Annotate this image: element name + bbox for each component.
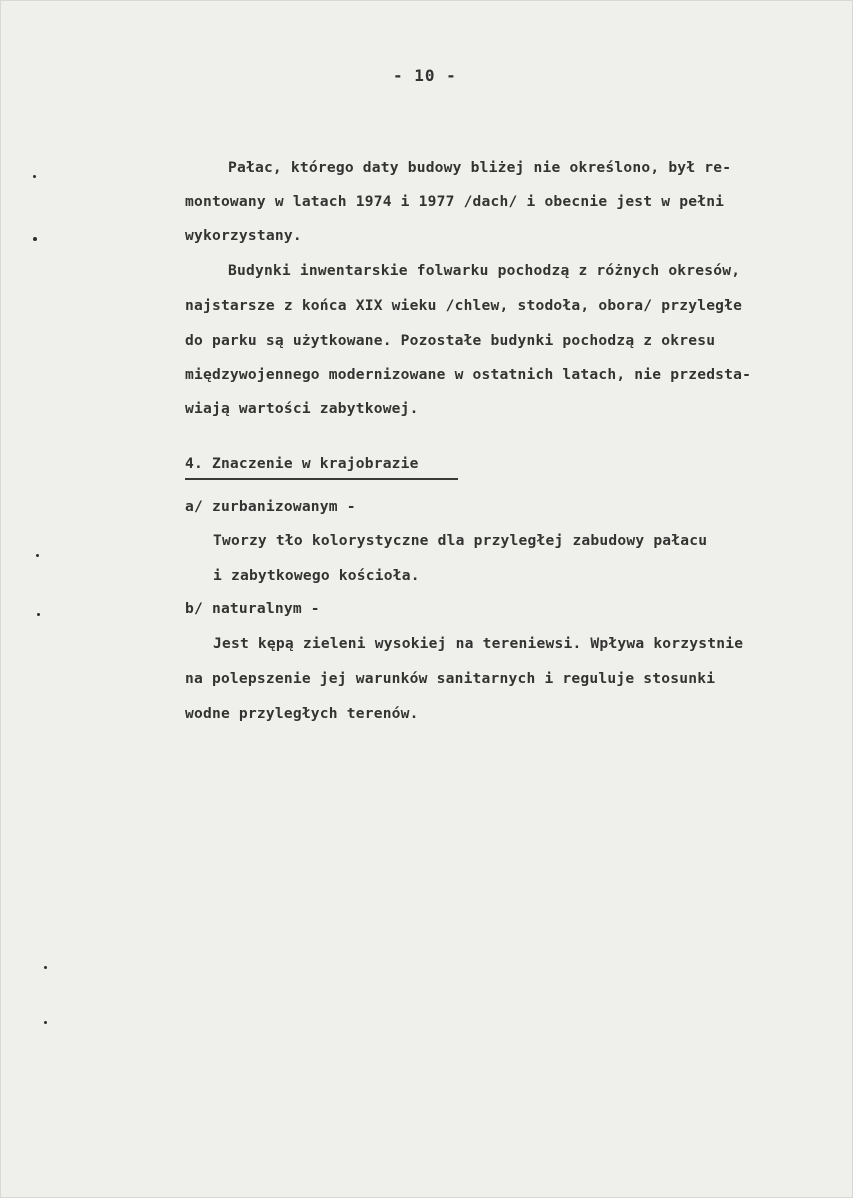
section4-a-line2: i zabytkowego kościoła.: [213, 567, 420, 584]
section4-b-line3: wodne przyległych terenów.: [185, 705, 419, 722]
paragraph1-line3: wykorzystany.: [185, 227, 302, 244]
paragraph1-line1: Pałac, którego daty budowy bliżej nie określono, był re-: [228, 159, 732, 176]
paragraph2-line2: najstarsze z końca XIX wieku /chlew, stodoła, obora/ przyległe: [185, 297, 743, 314]
paragraph2-line3: do parku są użytkowane. Pozostałe budynki pochodzą z okresu: [185, 332, 716, 349]
paragraph2-line4: międzywojennego modernizowane w ostatnich latach, nie przedsta-: [185, 366, 752, 383]
section4-heading: 4. Znaczenie w krajobrazie: [185, 455, 419, 472]
paragraph1-line2: montowany w latach 1974 i 1977 /dach/ i obecnie jest w pełni: [185, 193, 725, 210]
margin-mark: [44, 966, 47, 969]
section4-b-label: b/ naturalnym -: [185, 600, 320, 617]
paragraph2-line5: wiają wartości zabytkowej.: [185, 400, 419, 417]
section4-b-line1: Jest kępą zieleni wysokiej na tereniewsi. Wpływa korzystnie: [213, 635, 744, 652]
section4-a-line1: Tworzy tło kolorystyczne dla przyległej zabudowy pałacu: [213, 532, 708, 549]
page-number: - 10 -: [393, 66, 457, 85]
margin-mark: [36, 554, 39, 557]
margin-mark: [37, 613, 40, 616]
paragraph2-line1: Budynki inwentarskie folwarku pochodzą z różnych okresów,: [228, 262, 741, 279]
section4-b-line2: na polepszenie jej warunków sanitarnych i reguluje stosunki: [185, 670, 716, 687]
margin-mark: [44, 1021, 47, 1024]
section4-a-label: a/ zurbanizowanym -: [185, 498, 356, 515]
margin-mark: [33, 175, 36, 178]
margin-mark: [33, 237, 37, 241]
section4-heading-underline: [185, 478, 458, 480]
